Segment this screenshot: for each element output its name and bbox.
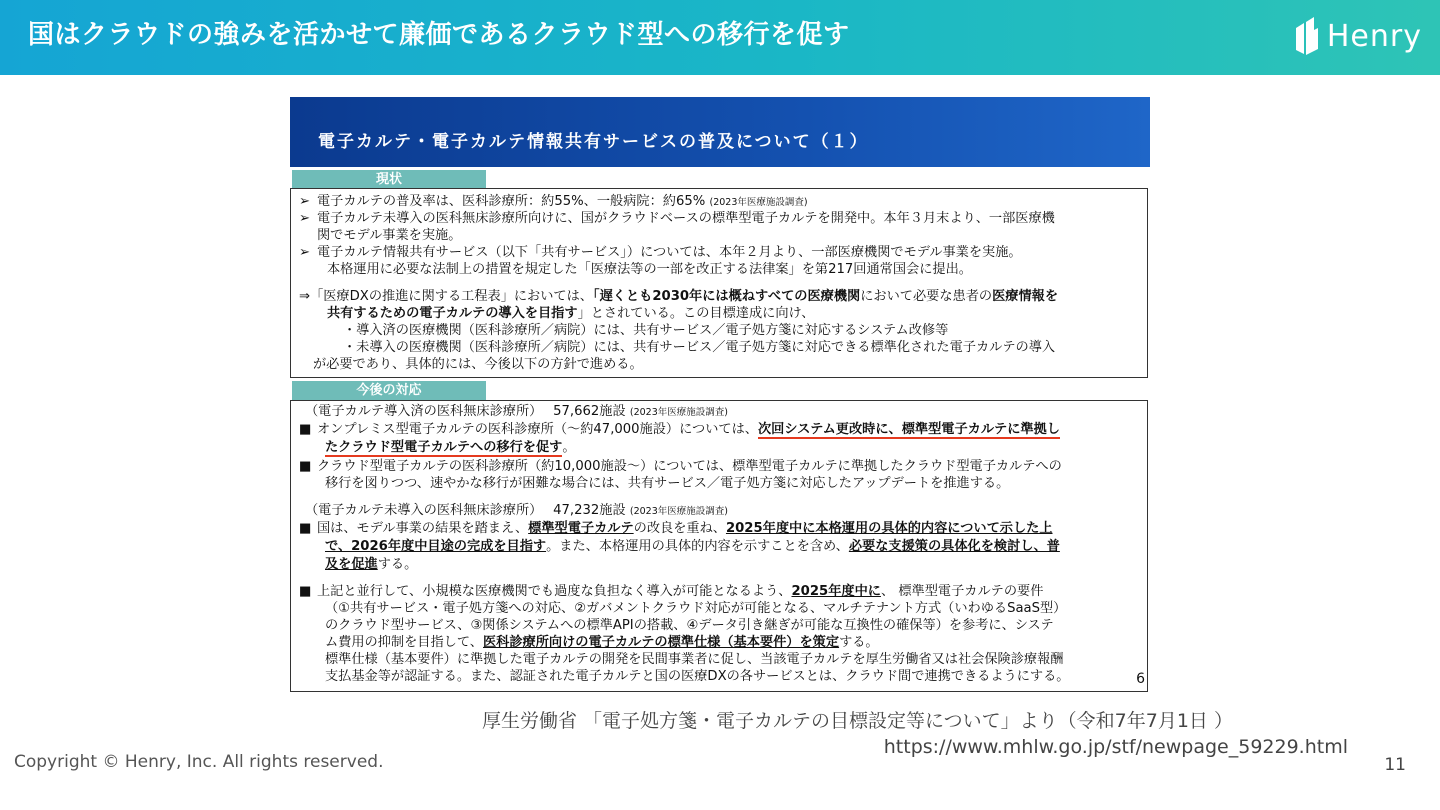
henry-logo-icon [1293,16,1319,56]
slide-banner [290,97,1150,167]
slide-banner-title: 電子カルテ・電子カルテ情報共有サービスの普及について（１） [318,132,869,152]
list-item: ➢ 電子カルテ情報共有サービス（以下「共有サービス」）については、本年２月より、一部医療機関でモデル事業を実施。 [299,245,1022,260]
section-heading: （電子カルテ未導入の医科無床診療所） 47,232施設 (2023年医療施設調査) [305,503,728,518]
list-item-cont: 標準仕様（基本要件）に準拠した電子カルテの開発を民間事業者に促し、当該電子カルテを厚生労働省又は社会保険診療報酬 [325,652,1064,667]
page-number: 11 [1384,755,1406,775]
roadmap-item: ・導入済の医療機関（医科診療所／病院）には、共有サービス／電子処方箋に対応するシステム改修等 [343,323,949,338]
source-citation: 厚生労働省 「電子処方箋・電子カルテの目標設定等について」より（令和7年7月1日 ） [482,710,1233,732]
list-item-cont: （①共有サービス・電子処方箋への対応、②ガバメントクラウド対応が可能となる、マルチテナント方式（いわゆるSaaS型） [325,601,1067,616]
square-bullet-icon: ■ [299,422,312,437]
page-title: 国はクラウドの強みを活かせて廉価であるクラウド型への移行を促す [28,20,850,50]
list-item: ➢ 電子カルテの普及率は、医科診療所：約55%、一般病院：約65% (2023年医療施設調査) [299,194,808,209]
square-bullet-icon: ■ [299,584,312,599]
tab-current: 現状 [292,170,486,190]
copyright: Copyright © Henry, Inc. All rights reserved. [14,752,384,772]
roadmap-text: 共有するための電子カルテの導入を目指す」とされている。この目標達成に向け、 [327,306,815,321]
tab-future: 今後の対応 [292,381,486,401]
roadmap-text: が必要であり、具体的には、今後以下の方針で進める。 [313,357,643,372]
future-section [290,400,1148,692]
square-bullet-icon: ■ [299,521,312,536]
list-item-cont: ム費用の抑制を目指して、医科診療所向けの電子カルテの標準仕様（基本要件）を策定する。 [325,635,879,650]
list-item-cont: 関でモデル事業を実施。 [317,228,462,243]
logo-text: Henry [1326,18,1422,54]
embedded-slide [290,97,1150,692]
list-item-cont: 及を促進する。 [325,557,418,572]
list-item-cont: 移行を図りつつ、速やかな移行が困難な場合には、共有サービス／電子処方箋に対応したアップデートを推進する。 [325,476,1010,491]
list-item: ■ 国は、モデル事業の結果を踏まえ、標準型電子カルテの改良を重ね、2025年度中に本格運用の具体的内容について示した上 [299,521,1053,536]
arrow-bullet-icon: ➢ [299,211,311,226]
section-heading: （電子カルテ導入済の医科無床診療所） 57,662施設 (2023年医療施設調査) [305,404,728,419]
list-item-cont: たクラウド型電子カルテへの移行を促す。 [325,440,576,455]
header-bar [0,0,1440,75]
slide-page-number: 6 [1136,671,1145,687]
list-item-cont: のクラウド型サービス、③関係システムへの標準APIの搭載、④データ引き継ぎが可能な互換性の確保等）を参考に、システ [325,618,1054,633]
list-item-cont: で、2026年度中目途の完成を目指す。また、本格運用の具体的内容を示すことを含め、必要な支援策の具体化を検討し、普 [325,539,1060,554]
roadmap-text: ⇒「医療DXの推進に関する工程表」においては、「遅くとも2030年には概ねすべての医療機関において必要な患者の医療情報を [299,289,1059,304]
list-item: ■ オンプレミス型電子カルテの医科診療所（～約47,000施設）については、次回システム更改時に、標準型電子カルテに準拠し [299,422,1060,437]
roadmap-item: ・未導入の医療機関（医科診療所／病院）には、共有サービス／電子処方箋に対応できる標準化された電子カルテの導入 [343,340,1056,355]
henry-logo [1293,16,1422,56]
arrow-bullet-icon: ➢ [299,194,311,209]
arrow-bullet-icon: ➢ [299,245,311,260]
list-item: ■ 上記と並行して、小規模な医療機関でも過度な負担なく導入が可能となるよう、2025年度中に、 標準型電子カルテの要件 [299,584,1044,599]
source-url[interactable]: https://www.mhlw.go.jp/stf/newpage_59229.html [883,736,1348,758]
square-bullet-icon: ■ [299,459,312,474]
current-section [290,188,1148,378]
list-item-cont: 本格運用に必要な法制上の措置を規定した「医療法等の一部を改正する法律案」を第217回通常国会に提出。 [327,262,972,277]
list-item: ■ クラウド型電子カルテの医科診療所（約10,000施設～）については、標準型電子カルテに準拠したクラウド型電子カルテへの [299,459,1062,474]
list-item: ➢ 電子カルテ未導入の医科無床診療所向けに、国がクラウドベースの標準型電子カルテを開発中。本年３月末より、一部医療機 [299,211,1055,226]
list-item-cont: 支払基金等が認証する。また、認証された電子カルテと国の医療DXの各サービスとは、クラウド間で連携できるようにする。 [325,669,1070,684]
